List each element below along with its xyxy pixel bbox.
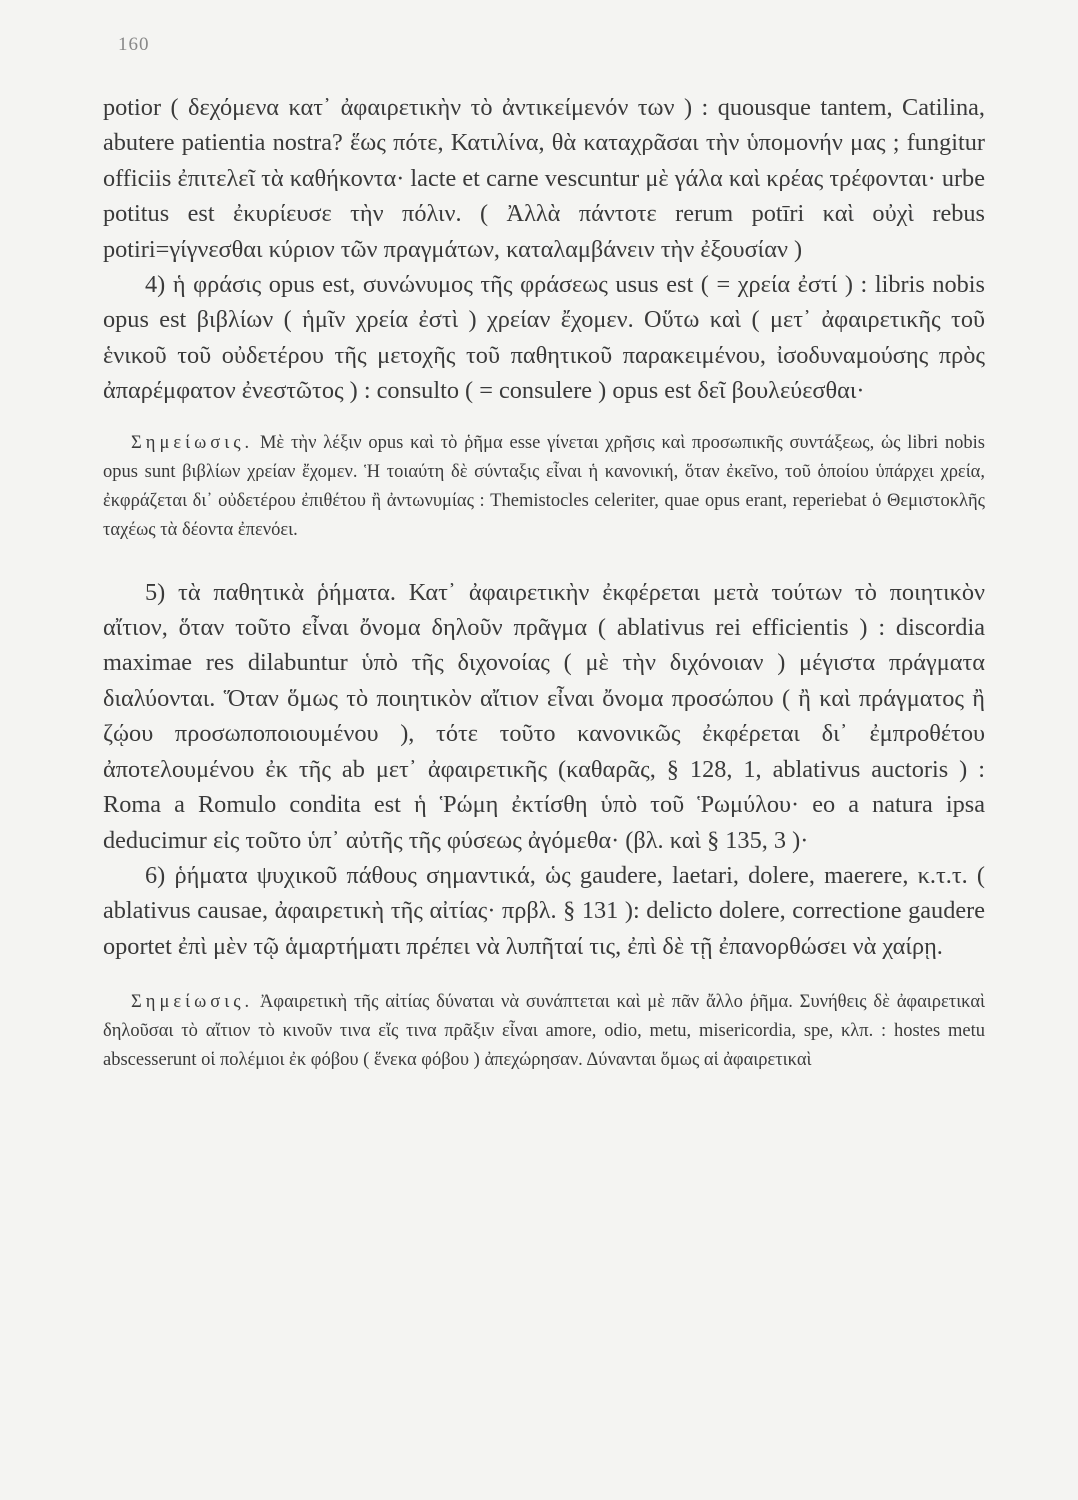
main-text-block-2 [103,575,985,964]
note-ablative-cause [103,988,985,1075]
note-opus [103,429,985,545]
note-text: Ἀφαιρετικὴ τῆς αἰτίας δύναται νὰ συνάπτεται καὶ μὲ πᾶν ἄλλο ῥῆμα. Συνήθεις δὲ ἀφαιρετικαὶ δηλοῦσαι τὸ αἴτιον τὸ κινοῦν τινα εἴς τινα πρᾶξιν εἶναι amore, odio, metu, misericordia, spe, κλπ. : hostes metu abscesserunt οἱ πολέμιοι ἐκ φόβου ( ἕνεκα φόβου ) ἀπεχώρησαν. Δύνανται ὅμως αἱ ἀφαιρετικαὶ [103,992,986,1071]
note-text: Μὲ τὴν λέξιν opus καὶ τὸ ῥῆμα esse γίνεται χρῆσις καὶ προσωπικῆς συντάξεως, ὡς libri nobis opus sunt βιβλίων χρείαν ἔχομεν. Ἡ τοιαύτη δὲ σύνταξις εἶναι ἡ κανονική, ὅταν ἐκεῖνο, τοῦ ὁποίου ὑπάρχει χρεία, ἐκφράζεται δι᾽ οὐδετέρου ἐπιθέτου ἢ ἀντωνυμίας : Themistocles celeriter, quae opus erant, reperiebat ὁ Θεμιστοκλῆς ταχέως τὰ δέοντα ἐπενόει. [103,432,985,540]
paragraph-5-passive-verbs: 5) τὰ παθητικὰ ῥήματα. Κατ᾽ ἀφαιρετικὴν ἐκφέρεται μετὰ τούτων τὸ ποιητικὸν αἴτιον, ὅταν τοῦτο εἶναι ὄνομα δηλοῦν πρᾶγμα ( ablativus rei efficientis ) : discordia maximae res dilabuntur ὑπὸ τῆς διχονοίας ( μὲ τὴν διχόνοιαν ) μέγιστα πράγματα διαλύονται. Ὅταν ὅμως τὸ ποιητικὸν αἴτιον εἶναι ὄνομα προσώπου ( ἢ καὶ πράγματος ἢ ζῴου προσωποποιουμένου ), τότε τοῦτο κανονικῶς ἐκφέρεται δι᾽ ἐμπροθέτου ἀποτελουμένου ἐκ τῆς ab μετ᾽ ἀφαιρετικῆς (καθαρᾶς, § 128, 1, ablativus auctoris ) : Roma a Romulo condita est ἡ Ῥώμη ἐκτίσθη ὑπὸ τοῦ Ῥωμύλου· eo a natura ipsa deducimur εἰς τοῦτο ὑπ᾽ αὐτῆς τῆς φύσεως ἀγόμεθα· (βλ. καὶ § 135, 3 )· [103,578,985,854]
note-label: Σημείωσις. [131,992,254,1013]
page-number: 160 [118,34,150,55]
main-text-block-1 [103,90,985,409]
note-label: Σημείωσις. [131,432,254,453]
paragraph-4-opus-est: 4) ἡ φράσις opus est, συνώνυμος τῆς φράσεως usus est ( = χρεία ἐστί ) : libris nobis opus est βιβλίων ( ἡμῖν χρεία ἐστὶ ) χρείαν ἔχομεν. Οὕτω καὶ ( μετ᾽ ἀφαιρετικῆς τοῦ ἑνικοῦ τοῦ οὐδετέρου τῆς μετοχῆς τοῦ παθητικοῦ παρακειμένου, ἰσοδυναμούσης πρὸς ἀπαρέμφατον ἐνεστῶτος ) : consulto ( = consulere ) opus est δεῖ βουλεύεσθαι· [103,271,985,405]
page-content [103,90,985,1075]
paragraph-potior: potior ( δεχόμενα κατ᾽ ἀφαιρετικὴν τὸ ἀντικείμενόν των ) : quousque tantem, Catilina, abutere patientia nostra? ἕως πότε, Κατιλίνα, θὰ καταχρᾶσαι τὴν ὑπομονήν μας ; fungitur officiis ἐπιτελεῖ τὰ καθήκοντα· lacte et carne vescuntur μὲ γάλα καὶ κρέας τρέφονται· urbe potitus est ἐκυρίευσε τὴν πόλιν. ( Ἀλλὰ πάντοτε rerum potīri καὶ οὐχὶ rebus potiri=γίγνεσθαι κύριον τῶν πραγμάτων, καταλαμβάνειν τὴν ἐξουσίαν ) [103,94,985,263]
paragraph-6-emotion-verbs: 6) ῥήματα ψυχικοῦ πάθους σημαντικά, ὡς gaudere, laetari, dolere, maerere, κ.τ.τ. ( ablativus causae, ἀφαιρετικὴ τῆς αἰτίας· πρβλ. § 131 ): delicto dolere, correctione gaudere oportet ἐπὶ μὲν τῷ ἁμαρτήματι πρέπει νὰ λυπῆταί τις, ἐπὶ δὲ τῇ ἐπανορθώσει νὰ χαίρῃ. [103,861,985,960]
